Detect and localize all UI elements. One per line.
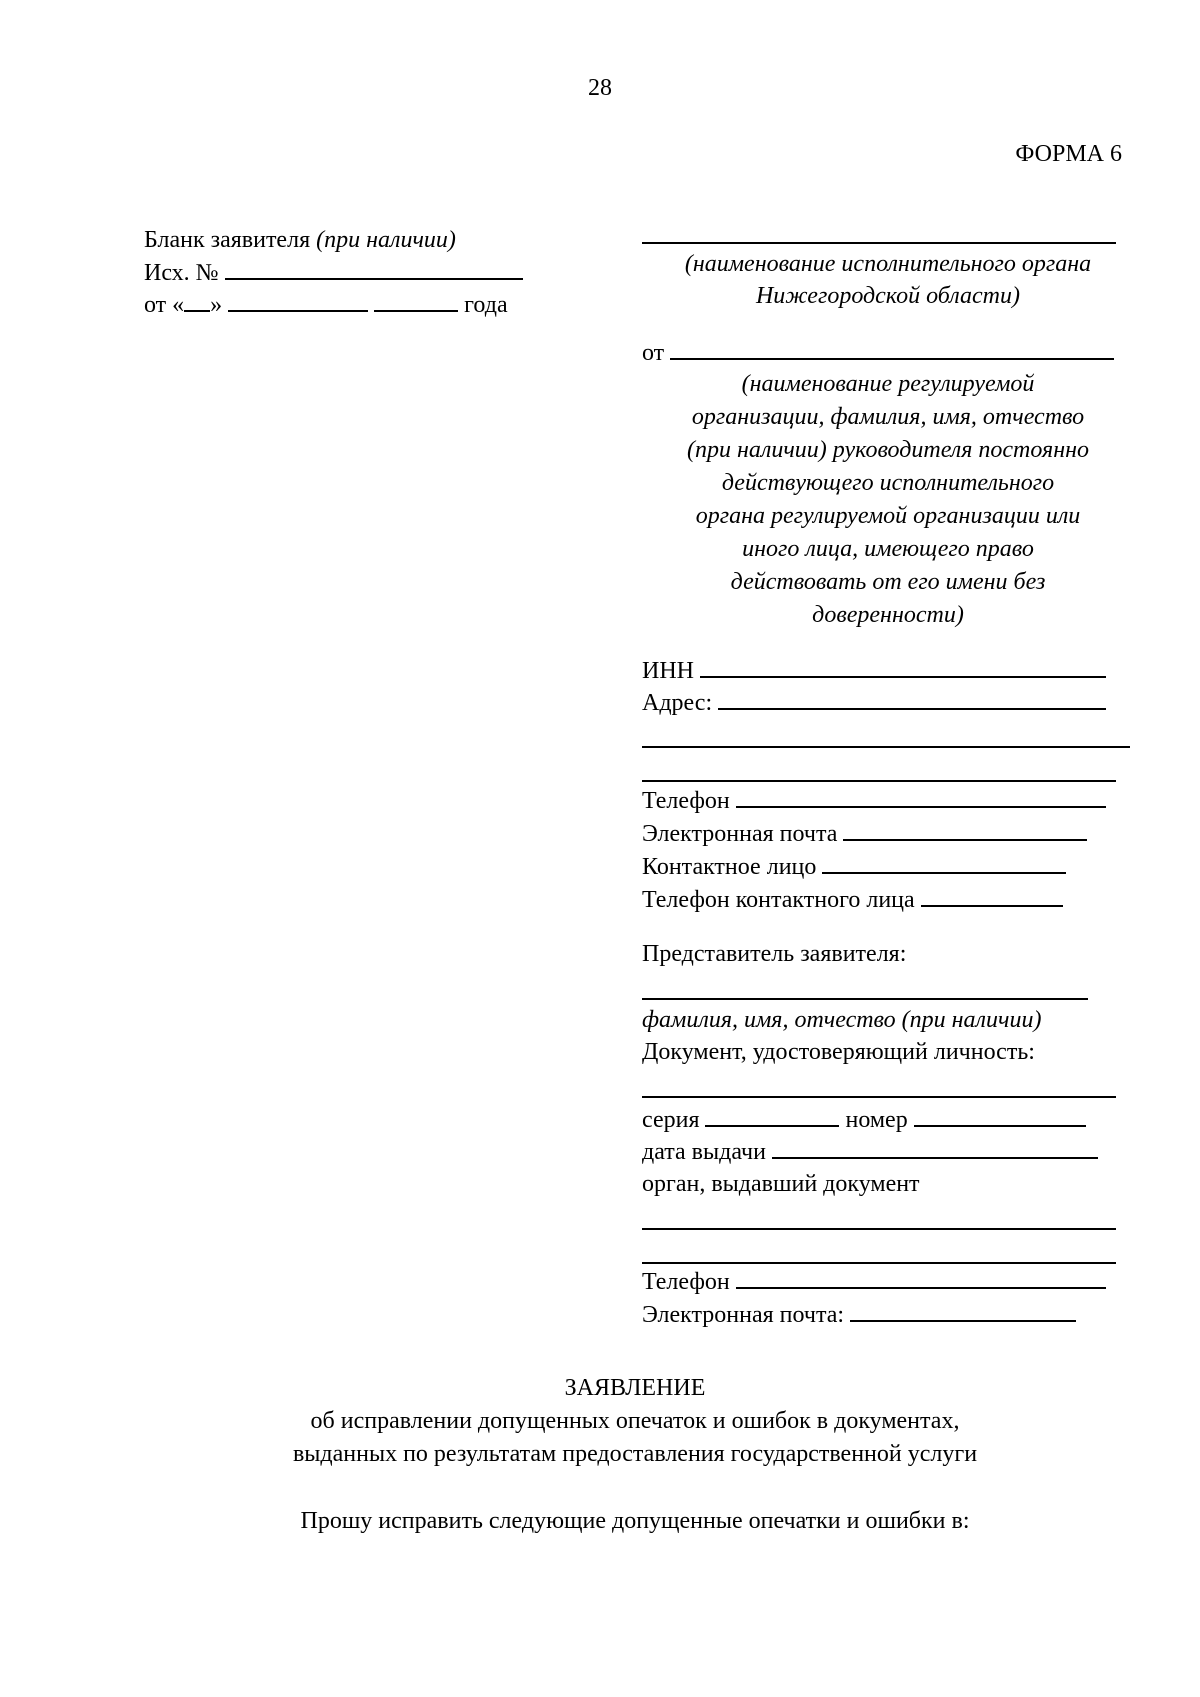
date-day-field[interactable]: [184, 288, 210, 312]
from-label: от: [642, 340, 665, 366]
organ-caption-line-1: (наименование исполнительного органа: [684, 251, 1092, 277]
ref-number-label: Исх. №: [144, 260, 219, 286]
address-field-line-3[interactable]: [642, 780, 1116, 782]
email-label: Электронная почта: [642, 821, 838, 847]
email-field[interactable]: [843, 817, 1087, 841]
contact-label: Контактное лицо: [642, 854, 817, 880]
representative-phone-label: Телефон: [642, 1269, 730, 1295]
issue-date-row: [642, 1135, 1098, 1168]
id-doc-field[interactable]: [642, 1096, 1116, 1098]
address-field[interactable]: [718, 686, 1106, 710]
id-doc-label: Документ, удостоверяющий личность:: [642, 1039, 1035, 1065]
representative-phone-row: [642, 1265, 1106, 1298]
phone-field[interactable]: [736, 784, 1106, 808]
inn-label: ИНН: [642, 658, 694, 684]
issuer-label: орган, выдавший документ: [642, 1171, 920, 1197]
inn-field[interactable]: [700, 654, 1106, 678]
from-caption-line-4: действующего исполнительного: [721, 470, 1055, 496]
contact-phone-field[interactable]: [921, 883, 1063, 907]
inn-row: [642, 654, 1106, 687]
from-caption-line-5: органа регулируемой организации или: [695, 503, 1081, 529]
representative-email-label: Электронная почта:: [642, 1302, 845, 1328]
date-mid: »: [210, 292, 223, 318]
representative-name-caption: фамилия, имя, отчество (при наличии): [642, 1007, 1042, 1033]
organ-caption-line-2: Нижегородской области): [755, 283, 1021, 309]
ref-number-row: [144, 256, 523, 289]
letterhead-label: Бланк заявителя: [144, 227, 311, 253]
statement-subtitle-line-2: выданных по результатам предоставления государственной услуги: [292, 1441, 978, 1467]
address-row: [642, 686, 1106, 719]
series-label: серия: [642, 1107, 700, 1133]
contact-phone-label: Телефон контактного лица: [642, 887, 915, 913]
series-number-row: [642, 1103, 1086, 1136]
contact-phone-row: [642, 883, 1063, 916]
letterhead-row: [144, 224, 456, 256]
phone-label: Телефон: [642, 788, 730, 814]
phone-row: [642, 784, 1106, 817]
issue-date-field[interactable]: [772, 1135, 1098, 1159]
representative-name-field[interactable]: [642, 998, 1088, 1000]
date-suffix: года: [464, 292, 508, 318]
form-label: ФОРМА 6: [1015, 141, 1122, 167]
from-caption-line-2: организации, фамилия, имя, отчество: [691, 404, 1085, 430]
date-year-field[interactable]: [374, 288, 458, 312]
issuer-field-line-1[interactable]: [642, 1228, 1116, 1230]
page-number: 28: [588, 75, 612, 101]
letterhead-note: (при наличии): [316, 227, 456, 253]
from-caption-line-7: действовать от его имени без: [730, 569, 1046, 595]
contact-field[interactable]: [822, 850, 1066, 874]
address-label: Адрес:: [642, 690, 713, 716]
number-label: номер: [845, 1107, 908, 1133]
from-row: [642, 336, 1114, 369]
date-row: [144, 288, 508, 321]
statement-request: Прошу исправить следующие допущенные опечатки и ошибки в:: [300, 1508, 970, 1534]
ref-number-field[interactable]: [225, 256, 523, 280]
series-field[interactable]: [705, 1103, 839, 1127]
date-prefix: от «: [144, 292, 185, 318]
representative-title: Представитель заявителя:: [642, 941, 907, 967]
from-caption-line-6: иного лица, имеющего право: [742, 536, 1034, 562]
from-caption-line-8: доверенности): [812, 602, 964, 628]
number-field[interactable]: [914, 1103, 1086, 1127]
issuer-field-line-2[interactable]: [642, 1262, 1116, 1264]
statement-title: ЗАЯВЛЕНИЕ: [564, 1375, 706, 1401]
organ-name-field[interactable]: [642, 242, 1116, 244]
from-field[interactable]: [670, 336, 1114, 360]
date-month-field[interactable]: [228, 288, 368, 312]
representative-phone-field[interactable]: [736, 1265, 1106, 1289]
from-caption-line-3: (при наличии) руководителя постоянно: [686, 437, 1090, 463]
representative-email-row: [642, 1298, 1076, 1331]
contact-row: [642, 850, 1066, 883]
from-caption-line-1: (наименование регулируемой: [741, 371, 1035, 397]
address-field-line-2[interactable]: [642, 746, 1130, 748]
representative-email-field[interactable]: [850, 1298, 1076, 1322]
email-row: [642, 817, 1087, 850]
issue-date-label: дата выдачи: [642, 1139, 766, 1165]
statement-subtitle-line-1: об исправлении допущенных опечаток и ошибок в документах,: [310, 1408, 960, 1434]
